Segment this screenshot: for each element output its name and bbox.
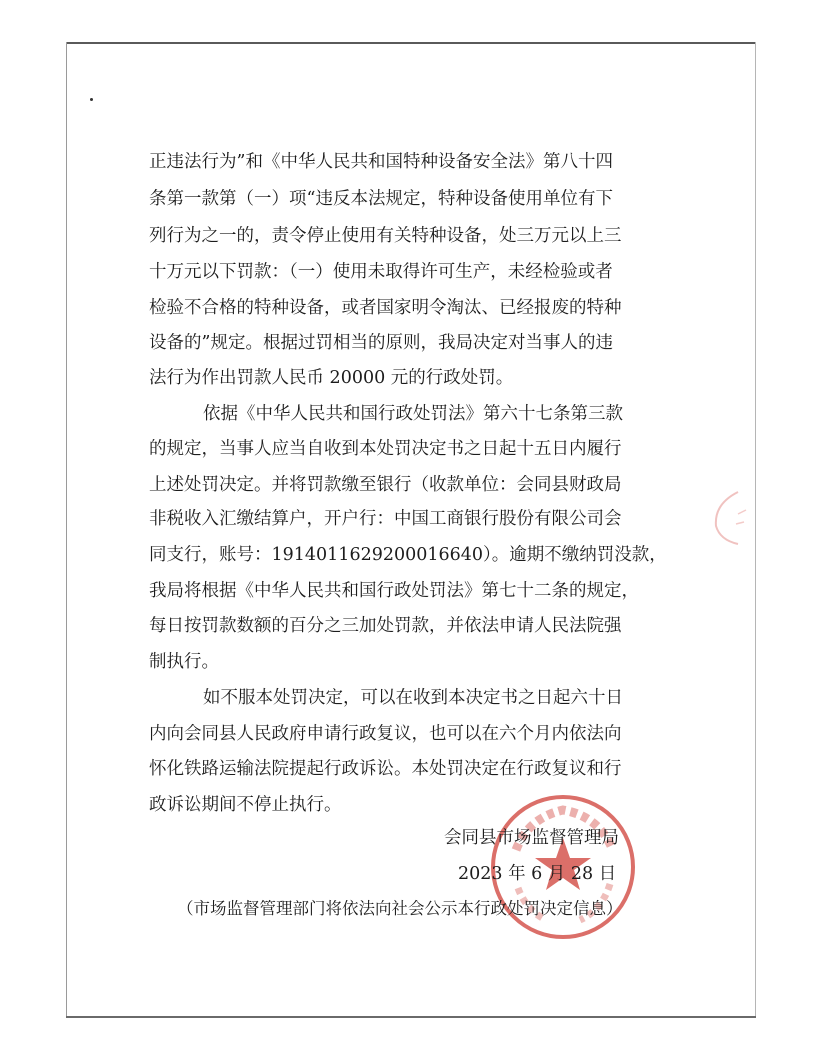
body-line: 十万元以下罚款：（一）使用未取得许可生产，未经检验或者 — [149, 262, 613, 282]
body-line: 内向会同县人民政府申请行政复议，也可以在六个月内依法向 — [149, 724, 622, 744]
body-line: 法行为作出罚款人民币 20000 元的行政处罚。 — [149, 368, 514, 388]
body-line: 我局将根据《中华人民共和国行政处罚法》第七十二条的规定， — [149, 581, 639, 601]
body-line: 的规定，当事人应当自收到本处罚决定书之日起十五日内履行 — [149, 439, 622, 459]
issuer-name: 会同县市场监督管理局 — [444, 828, 619, 848]
body-line: 怀化铁路运输法院提起行政诉讼。本处罚决定在行政复议和行 — [149, 759, 622, 779]
body-line: 条第一款第（一）项“违反本法规定，特种设备使用单位有下 — [149, 189, 613, 209]
edge-stamp-fragment — [708, 488, 754, 546]
body-line: 政诉讼期间不停止执行。 — [149, 795, 342, 815]
scan-border-right — [755, 42, 756, 1017]
body-line: 检验不合格的特种设备，或者国家明令淘汰、已经报废的特种 — [149, 298, 622, 318]
body-line: 列行为之一的，责令停止使用有关特种设备，处三万元以上三 — [149, 226, 622, 246]
issue-date: 2023 年 6 月 28 日 — [458, 864, 617, 884]
body-line: 每日按罚款数额的百分之三加处罚款，并依法申请人民法院强 — [149, 616, 622, 636]
paragraph-start: 依据《中华人民共和国行政处罚法》第六十七条第三款 — [203, 404, 623, 424]
body-line: 同支行，账号：1914011629200016640）。逾期不缴纳罚没款， — [149, 545, 667, 565]
footer-note: （市场监督管理部门将依法向社会公示本行政处罚决定信息） — [177, 899, 623, 918]
paragraph-start: 如不服本处罚决定，可以在收到本决定书之日起六十日 — [203, 688, 623, 708]
body-line: 设备的”规定。根据过罚相当的原则，我局决定对当事人的违 — [149, 333, 613, 353]
scan-speck — [90, 98, 93, 101]
body-line: 非税收入汇缴结算户，开户行：中国工商银行股份有限公司会 — [149, 509, 622, 529]
scan-border-bottom — [66, 1016, 756, 1018]
body-line: 上述处罚决定。并将罚款缴至银行（收款单位：会同县财政局 — [149, 475, 622, 495]
body-line: 制执行。 — [149, 652, 219, 672]
scan-border-top — [66, 42, 756, 44]
body-line: 正违法行为”和《中华人民共和国特种设备安全法》第八十四 — [149, 152, 613, 172]
scan-border-left — [66, 42, 67, 1017]
